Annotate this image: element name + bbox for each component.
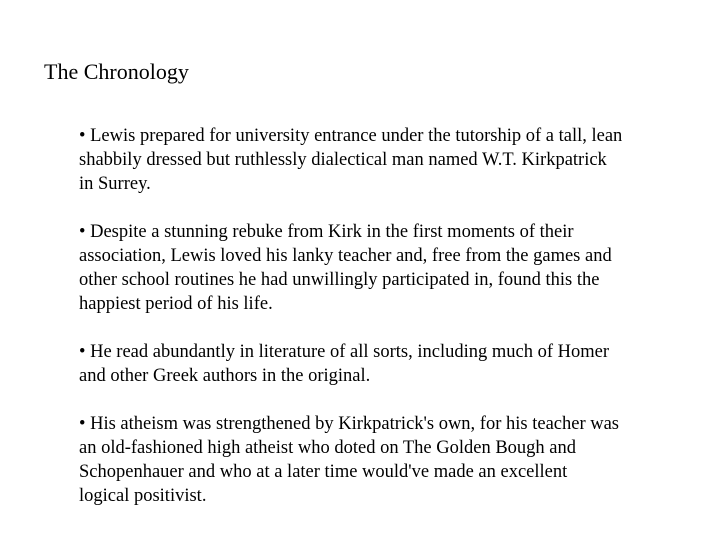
bullet-item [79,340,679,388]
bullet-item [79,124,679,196]
bullet-line: logical positivist. [79,486,207,506]
bullet-line: • His atheism was strengthened by Kirkpatrick's own, for his teacher was [79,414,620,434]
bullet-line: and other Greek authors in the original. [79,366,371,386]
bullet-line: shabbily dressed but ruthlessly dialectical man named W.T. Kirkpatrick [79,150,607,170]
bullet-item [79,220,679,316]
bullet-line: happiest period of his life. [79,294,273,314]
bullet-line: Schopenhauer and who at a later time would've made an excellent [79,462,568,482]
bullet-list [79,124,679,508]
bullet-line: • Despite a stunning rebuke from Kirk in the first moments of their [79,222,574,242]
slide-title: The Chronology [44,59,189,84]
bullet-line: in Surrey. [79,174,151,194]
bullet-line: • He read abundantly in literature of all sorts, including much of Homer [79,342,609,362]
bullet-line: an old-fashioned high atheist who doted on The Golden Bough and [79,438,577,458]
bullet-line: association, Lewis loved his lanky teacher and, free from the games and [79,246,612,266]
bullet-line: other school routines he had unwillingly participated in, found this the [79,270,600,290]
bullet-line: • Lewis prepared for university entrance under the tutorship of a tall, lean [79,126,623,146]
bullet-item [79,412,679,508]
